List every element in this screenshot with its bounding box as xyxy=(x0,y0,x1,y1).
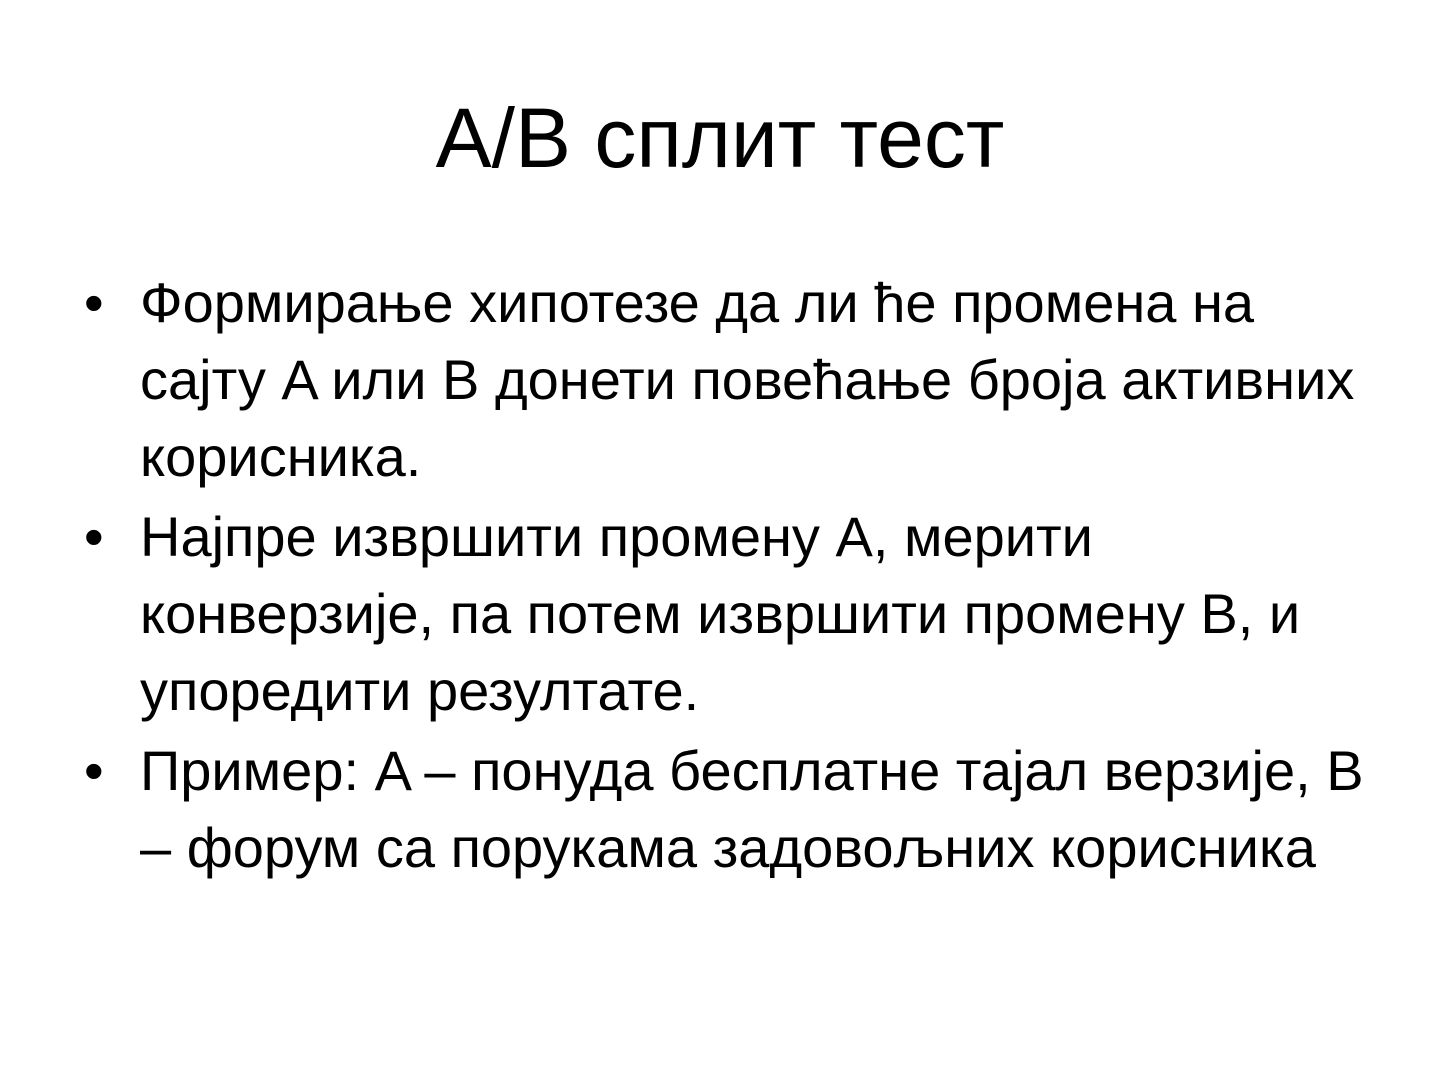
bullet-text: Формирање хипотезе да ли ће промена на сајту A или B донети повећање броја активних корисника. xyxy=(140,271,1355,488)
slide-title: A/B сплит тест xyxy=(435,91,1005,185)
bullet-text: Најпре извршити промену A, мерити конверзије, па потем извршити промену B, и упоредити резултате. xyxy=(140,505,1301,722)
bullet-item-2 xyxy=(78,498,1378,729)
bullet-text: Пример: A – понуда бесплатне тајал верзије, B – форум са порукама задовољних корисника xyxy=(140,739,1364,879)
bullet-icon: • xyxy=(84,505,104,568)
bullet-item-1 xyxy=(78,264,1378,495)
bullet-item-3 xyxy=(78,732,1378,886)
bullet-icon: • xyxy=(84,271,104,334)
bullet-icon: • xyxy=(84,739,104,802)
bullet-list xyxy=(78,264,1378,889)
